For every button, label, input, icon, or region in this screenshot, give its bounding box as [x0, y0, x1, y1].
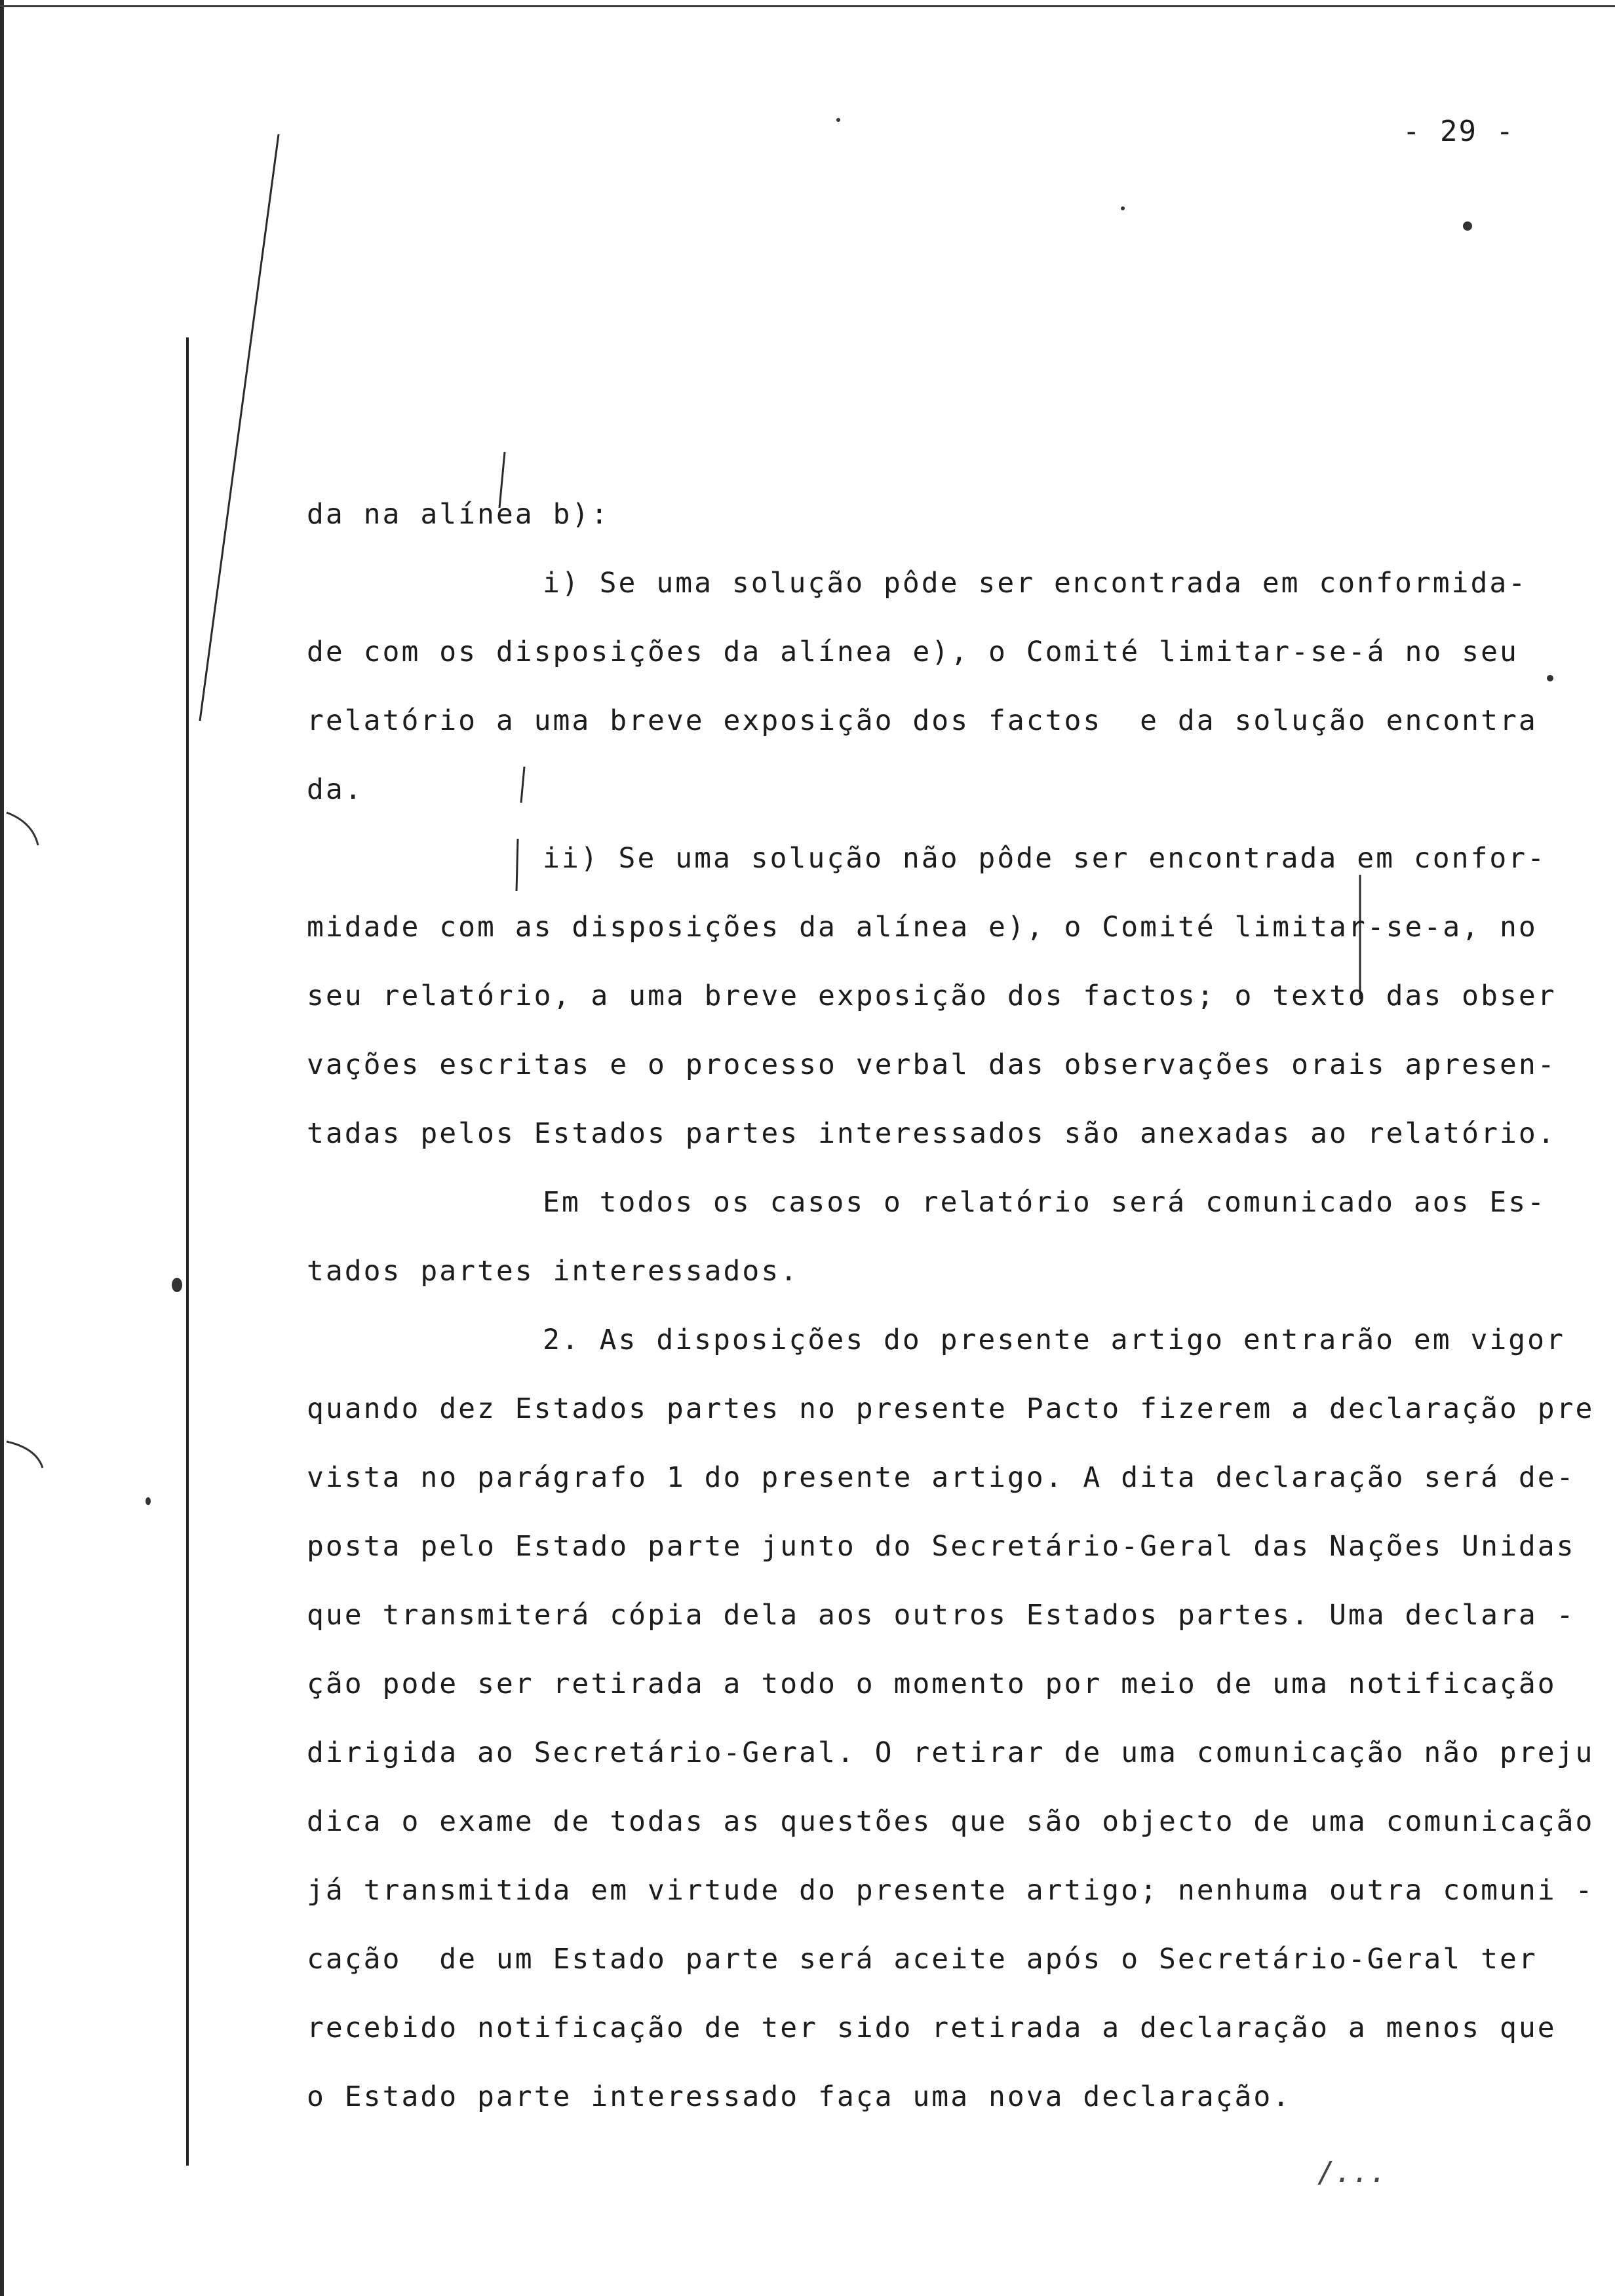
body-line: relatório a uma breve exposição dos factos e da solução encontra — [307, 704, 1538, 737]
body-line: midade com as disposições da alínea e), o Comité limitar-se-a, no — [307, 911, 1538, 944]
ink-speck — [172, 1278, 182, 1292]
body-line: Em todos os casos o relatório será comunicado aos Es- — [543, 1186, 1547, 1219]
body-line: da. — [307, 773, 364, 806]
body-line: cação de um Estado parte será aceite após o Secretário-Geral ter — [307, 1943, 1538, 1976]
body-line: posta pelo Estado parte junto do Secretário-Geral das Nações Unidas — [307, 1530, 1576, 1563]
page-number: - 29 - — [1403, 115, 1515, 148]
body-line: da na alínea b): — [307, 498, 610, 531]
body-line: já transmitida em virtude do presente artigo; nenhuma outra comuni - — [307, 1874, 1595, 1907]
body-line: 2. As disposições do presente artigo entrarão em vigor — [543, 1324, 1565, 1356]
ink-speck — [1463, 221, 1472, 231]
body-line: de com os disposições da alínea e), o Comité limitar-se-á no seu — [307, 636, 1519, 668]
ink-speck — [836, 118, 840, 122]
body-line: seu relatório, a uma breve exposição dos factos; o texto das obser — [307, 980, 1557, 1012]
body-line: i) Se uma solução pôde ser encontrada em conformida- — [543, 567, 1528, 600]
body-line: que transmiterá cópia dela aos outros Estados partes. Uma declara - — [307, 1599, 1576, 1632]
body-line: dirigida ao Secretário-Geral. O retirar de uma comunicação não preju — [307, 1736, 1595, 1769]
body-line: ção pode ser retirada a todo o momento por meio de uma notificação — [307, 1668, 1557, 1700]
body-line: vações escritas e o processo verbal das observações orais apresen- — [307, 1048, 1557, 1081]
ink-speck — [1547, 675, 1553, 681]
body-line: tados partes interessados. — [307, 1255, 800, 1288]
body-line: o Estado parte interessado faça uma nova declaração. — [307, 2080, 1292, 2113]
body-line: vista no parágrafo 1 do presente artigo. A dita declaração será de- — [307, 1461, 1576, 1494]
ink-speck — [146, 1497, 151, 1505]
body-line: dica o exame de todas as questões que são objecto de uma comunicação — [307, 1805, 1595, 1838]
body-line: quando dez Estados partes no presente Pacto fizerem a declaração pre — [307, 1392, 1595, 1425]
body-line: tadas pelos Estados partes interessados são anexadas ao relatório. — [307, 1117, 1557, 1150]
body-line: ii) Se uma solução não pôde ser encontrada em confor- — [543, 842, 1547, 875]
ink-speck — [1121, 206, 1125, 210]
continuation-mark: /... — [1317, 2156, 1387, 2189]
body-line: recebido notificação de ter sido retirada a declaração a menos que — [307, 2012, 1557, 2044]
